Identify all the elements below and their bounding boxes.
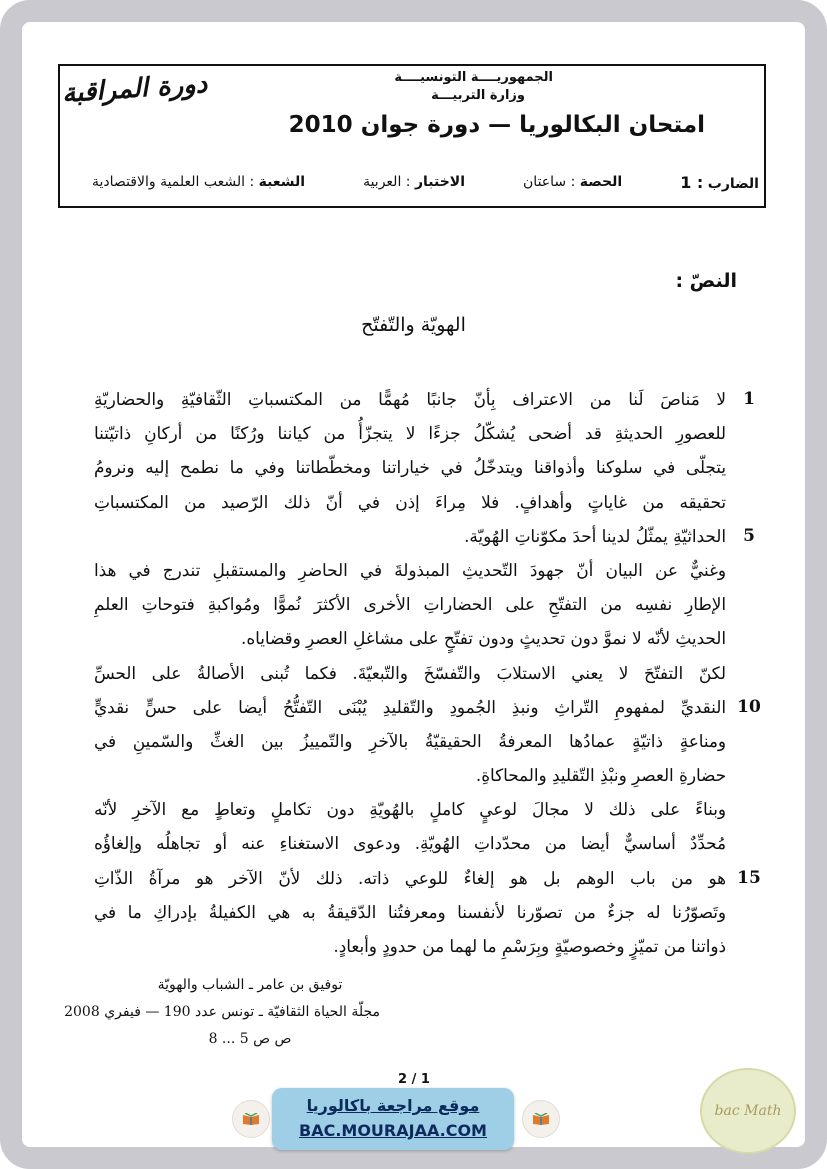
passage-line-text: وتَصوّرُنا له جزءٌ من تصوّرنا لأنفسنا ومعرفتُنا الدّقيقةُ به هي الكفيلةُ بإدراكِ ما في xyxy=(94,901,726,922)
passage-line xyxy=(94,861,827,895)
republic-title: الجمهوريــــة التونسيــــة xyxy=(394,70,553,85)
passage-line-text: ومناعةٍ ذاتيّةٍ عمادُها المعرفةُ الحقيقيّةُ بالآخرِ والتّمييزُ بين الغثِّ والسّمينِ في xyxy=(94,730,726,751)
source-citation xyxy=(64,972,380,1053)
page-number: 2 / 1 xyxy=(398,1072,430,1087)
passage-line xyxy=(94,450,827,484)
passage-line xyxy=(94,621,827,655)
passage-line xyxy=(94,929,827,963)
passage-line-text: لكنّ التفتّحَ لا يعني الاستلابَ والتّفسّخَ والتّبعيّةَ. فكما تُبنى الأصالةُ على الحسِّ xyxy=(94,662,726,683)
source-magazine: مجلّة الحياة الثقافيّة ـ تونس عدد 190 — فيفري 2008 xyxy=(64,1004,380,1020)
session-stamp: دورة المراقبة xyxy=(61,68,209,110)
coefficient-label: الضارب xyxy=(707,175,759,192)
left-site-logo xyxy=(232,1100,270,1138)
passage-line-text: يتجلّى في سلوكنا وأذواقنا ويتدخّلُ في خياراتنا ومخطّطاتنا وفي ما نطمح إليه ونرومُ xyxy=(94,457,726,478)
section-label: الشعبة xyxy=(258,174,306,190)
passage-line xyxy=(94,416,827,450)
passage-line-text: الإطارِ نفسِه من التفتّحِ على الحضاراتِ الأخرى الأكثرَ نُموًّا ومُواكبةِ فتوحاتِ العلمِ xyxy=(94,594,726,615)
coefficient-info xyxy=(680,173,759,192)
passage-line-text: هو من باب الوهم بل هو إلغاءٌ للوعي ذاته. ذلك لأنّ الآخر هو مرآةُ الذّاتِ xyxy=(94,867,726,888)
line-number: 10 xyxy=(737,696,761,717)
exam-title: امتحان البكالوريا — دورة جوان 2010 xyxy=(288,112,705,138)
passage-line xyxy=(94,485,827,519)
right-site-logo xyxy=(522,1100,560,1138)
section-info xyxy=(92,174,305,190)
passage-line-text: وغنيٌّ عن البيان أنّ جهودَ التّحديثِ المبذولةَ في الحاضرِ والمستقبلِ تندرج في هذا xyxy=(94,559,726,580)
site-banner-link[interactable] xyxy=(272,1088,514,1150)
site-url[interactable]: BAC.MOURAJAA.COM xyxy=(299,1121,487,1140)
source-pages: ص ص 5 ... 8 xyxy=(208,1031,292,1047)
passage-line-text: لا مَناصَ لَنا من الاعتراف بِأنّ جانبًا مُهمًّا من المكتسباتِ الثّقافيّةِ والحضاريّةِ xyxy=(94,389,726,409)
passage-line xyxy=(94,690,827,724)
site-name-arabic[interactable]: موقع مراجعة باكالوريا xyxy=(306,1096,480,1115)
duration-value: : ساعتان xyxy=(523,174,576,190)
passage-line xyxy=(94,792,827,826)
source-author: توفيق بن عامر ـ الشباب والهويّة xyxy=(157,977,343,993)
passage-line xyxy=(94,724,827,758)
passage-line xyxy=(94,587,827,621)
subject-label: الاختبار xyxy=(414,174,466,190)
book-icon xyxy=(532,1113,550,1125)
passage-line xyxy=(94,895,827,929)
passage-line xyxy=(94,758,827,792)
section-value: : الشعب العلمية والاقتصادية xyxy=(92,174,255,190)
line-number: 5 xyxy=(743,525,755,546)
passage-line-text: مُحدِّدٌ أساسيٌّ أيضا من محدّداتِ الهُويّةِ. ودعوى الاستغناءِ عنه أو تجاهلُه وإلغاؤُه xyxy=(94,833,726,854)
subject-value: : العربية xyxy=(363,174,411,190)
passage-line xyxy=(94,553,827,587)
exam-info-row xyxy=(92,170,759,194)
bacmath-logo: bac Math xyxy=(700,1068,796,1154)
passage-line-text: الحداثيّةِ يمثّلُ لدينا أحدَ مكوّناتِ الهُويّة. xyxy=(464,525,726,546)
passage-line xyxy=(94,826,827,860)
passage-body xyxy=(94,382,827,963)
passage-line xyxy=(94,382,827,416)
passage-line-text: حضارةِ العصرِ ونبْذِ التّقليدِ والمحاكاةِ. xyxy=(475,765,726,786)
passage-line xyxy=(94,656,827,690)
passage-line-text: للعصورِ الحديثةِ قد أضحى يُشكّلُ جزءًا لا يتجزّأُ من كياننا ورُكنًا من أركانِ ذاتيّتنا xyxy=(94,423,726,444)
line-number: 1 xyxy=(743,389,755,409)
passage-line-text: النقديِّ لمفهومِ التّراثِ ونبذِ الجُمودِ والتّقليدِ يُبْنَى التّفتُّحُ أيضا على حسٍّ نقديٍّ xyxy=(94,696,726,717)
passage-line-text: الحديثِ لأنّه لا نموَّ دون تحديثٍ ودون تفتّحٍ على مشاغلِ العصرِ وقضاياه. xyxy=(240,628,726,649)
passage-line-text: وبناءً على ذلك لا مجالَ لوعيٍ كاملٍ بالهُويّةِ دون تكاملٍ وتعاطٍ مع الآخرِ لأنّه xyxy=(94,799,726,820)
duration-info xyxy=(523,174,622,190)
text-label: النصّ : xyxy=(675,270,737,292)
passage-line-text: ذواتنا من تميّزٍ وخصوصيّةٍ وبِرَسْمِ ما لهما من حدودٍ وأبعادٍ. xyxy=(333,936,726,956)
subject-info xyxy=(363,174,465,190)
duration-label: الحصة xyxy=(579,174,623,190)
ministry-title: وزارة التربيـــة xyxy=(431,88,525,103)
text-title: الهويّة والتّفتّح xyxy=(361,314,466,336)
coefficient-value: : 1 xyxy=(680,172,704,192)
passage-line xyxy=(94,519,827,553)
line-number: 15 xyxy=(737,867,761,888)
passage-line-text: تحقيقه من غاياتٍ وأهدافٍ. فلا مِراءَ إذن في أنّ ذلك الرّصيد من المكتسباتِ xyxy=(94,491,726,512)
book-icon xyxy=(242,1113,260,1125)
